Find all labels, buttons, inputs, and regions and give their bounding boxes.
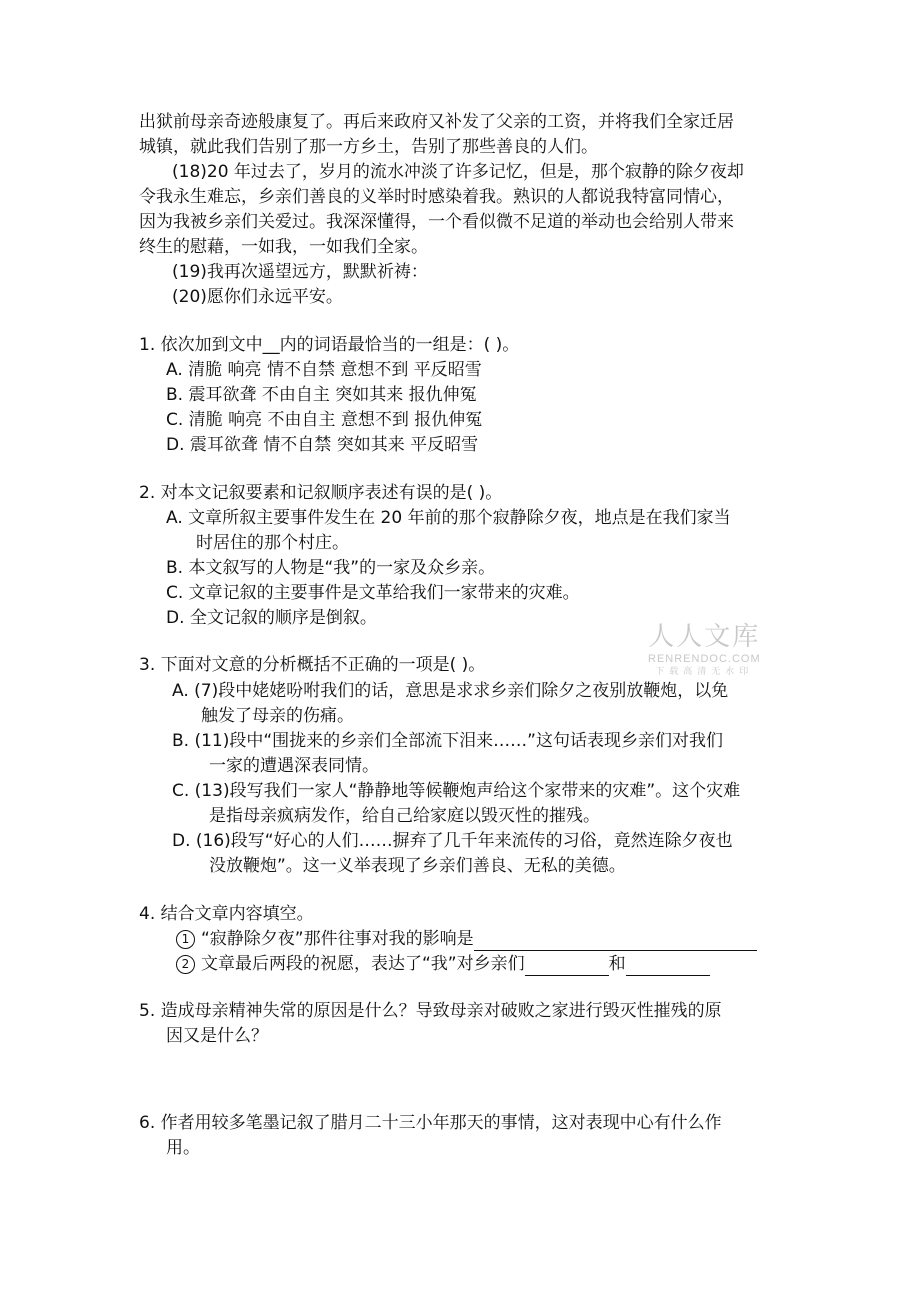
paragraph-18: (18)20 年过去了，岁月的流水冲淡了许多记忆，但是，那个寂静的除夕夜却 xyxy=(172,162,744,182)
answer-blank-1[interactable] xyxy=(474,932,757,951)
passage-text: 终生的慰藉，一如我，一如我们全家。 xyxy=(139,237,428,257)
question-4-stem: 4. 结合文章内容填空。 xyxy=(139,904,314,924)
watermark-url: RENRENDOC.COM xyxy=(648,653,761,665)
question-1-stem: 1. 依次加到文中__内的词语最恰当的一组是：( )。 xyxy=(139,335,520,355)
question-3-option-b: B. (11)段中“围拢来的乡亲们全部流下泪来……”这句话表现乡亲们对我们 xyxy=(172,731,723,751)
circled-number-2: 2 xyxy=(176,955,195,974)
question-1-option-d: D. 震耳欲聋 情不自禁 突如其来 平反昭雪 xyxy=(166,435,479,455)
question-3-option-a-cont: 触发了母亲的伤痛。 xyxy=(201,706,354,726)
question-1-option-a: A. 清脆 响亮 情不自禁 意想不到 平反昭雪 xyxy=(166,360,482,380)
paragraph-19: (19)我再次遥望远方，默默祈祷： xyxy=(172,262,428,282)
question-4-item-2-text: 文章最后两段的祝愿，表达了“我”对乡亲们 xyxy=(201,954,525,974)
passage-text: 令我永生难忘，乡亲们善良的义举时时感染着我。熟识的人都说我特富同情心， xyxy=(139,187,734,207)
question-3-option-d-cont: 没放鞭炮”。这一义举表现了乡亲们善良、无私的美德。 xyxy=(209,856,626,876)
watermark-subtitle: 下载高清无水印 xyxy=(655,667,754,677)
question-2-stem: 2. 对本文记叙要素和记叙顺序表述有误的是( )。 xyxy=(139,483,503,503)
question-6-stem: 6. 作者用较多笔墨记叙了腊月二十三小年那天的事情，这对表现中心有什么作 xyxy=(139,1113,722,1133)
question-2-option-c: C. 文章记叙的主要事件是文革给我们一家带来的灾难。 xyxy=(166,583,580,603)
question-5-stem-cont: 因又是什么？ xyxy=(166,1026,268,1046)
question-4-item-2 xyxy=(176,952,710,976)
passage-text: 出狱前母亲奇迹般康复了。再后来政府又补发了父亲的工资，并将我们全家迁居 xyxy=(139,112,734,132)
question-2-option-a: A. 文章所叙主要事件发生在 20 年前的那个寂静除夕夜，地点是在我们家当 xyxy=(166,508,731,528)
answer-blank-3[interactable] xyxy=(626,957,710,976)
watermark-logo xyxy=(648,622,761,678)
question-4-and: 和 xyxy=(608,954,626,974)
passage-text: 因为我被乡亲们关爱过。我深深懂得，一个看似微不足道的举动也会给别人带来 xyxy=(139,212,734,232)
question-3-option-c: C. (13)段写我们一家人“静静地等候鞭炮声给这个家带来的灾难”。这个灾难 xyxy=(172,781,741,801)
watermark-title: 人人文库 xyxy=(648,622,761,652)
question-3-option-b-cont: 一家的遭遇深表同情。 xyxy=(209,756,379,776)
paragraph-20: (20)愿你们永远平安。 xyxy=(172,287,343,307)
question-4-item-1-text: “寂静除夕夜”那件往事对我的影响是 xyxy=(201,929,474,949)
question-4-item-1 xyxy=(176,927,757,951)
question-1-option-b: B. 震耳欲聋 不由自主 突如其来 报仇伸冤 xyxy=(166,385,477,405)
answer-blank-2[interactable] xyxy=(525,957,609,976)
question-2-option-a-cont: 时居住的那个村庄。 xyxy=(196,533,349,553)
question-2-option-d: D. 全文记叙的顺序是倒叙。 xyxy=(166,608,377,628)
question-1-option-c: C. 清脆 响亮 不由自主 意想不到 报仇伸冤 xyxy=(166,410,483,430)
passage-text: 城镇，就此我们告别了那一方乡土，告别了那些善良的人们。 xyxy=(139,137,598,157)
circled-number-1: 1 xyxy=(176,930,195,949)
question-6-stem-cont: 用。 xyxy=(166,1138,200,1158)
question-3-stem: 3. 下面对文意的分析概括不正确的一项是( )。 xyxy=(139,655,486,675)
question-3-option-d: D. (16)段写“好心的人们……摒弃了几千年来流传的习俗，竟然连除夕夜也 xyxy=(172,831,733,851)
question-2-option-b: B. 本文叙写的人物是“我”的一家及众乡亲。 xyxy=(166,558,496,578)
question-3-option-a: A. (7)段中姥姥吩咐我们的话，意思是求求乡亲们除夕之夜别放鞭炮，以免 xyxy=(172,681,729,701)
question-3-option-c-cont: 是指母亲疯病发作，给自己给家庭以毁灭性的摧残。 xyxy=(209,806,600,826)
question-5-stem: 5. 造成母亲精神失常的原因是什么？导致母亲对破败之家进行毁灭性摧残的原 xyxy=(139,1001,722,1021)
